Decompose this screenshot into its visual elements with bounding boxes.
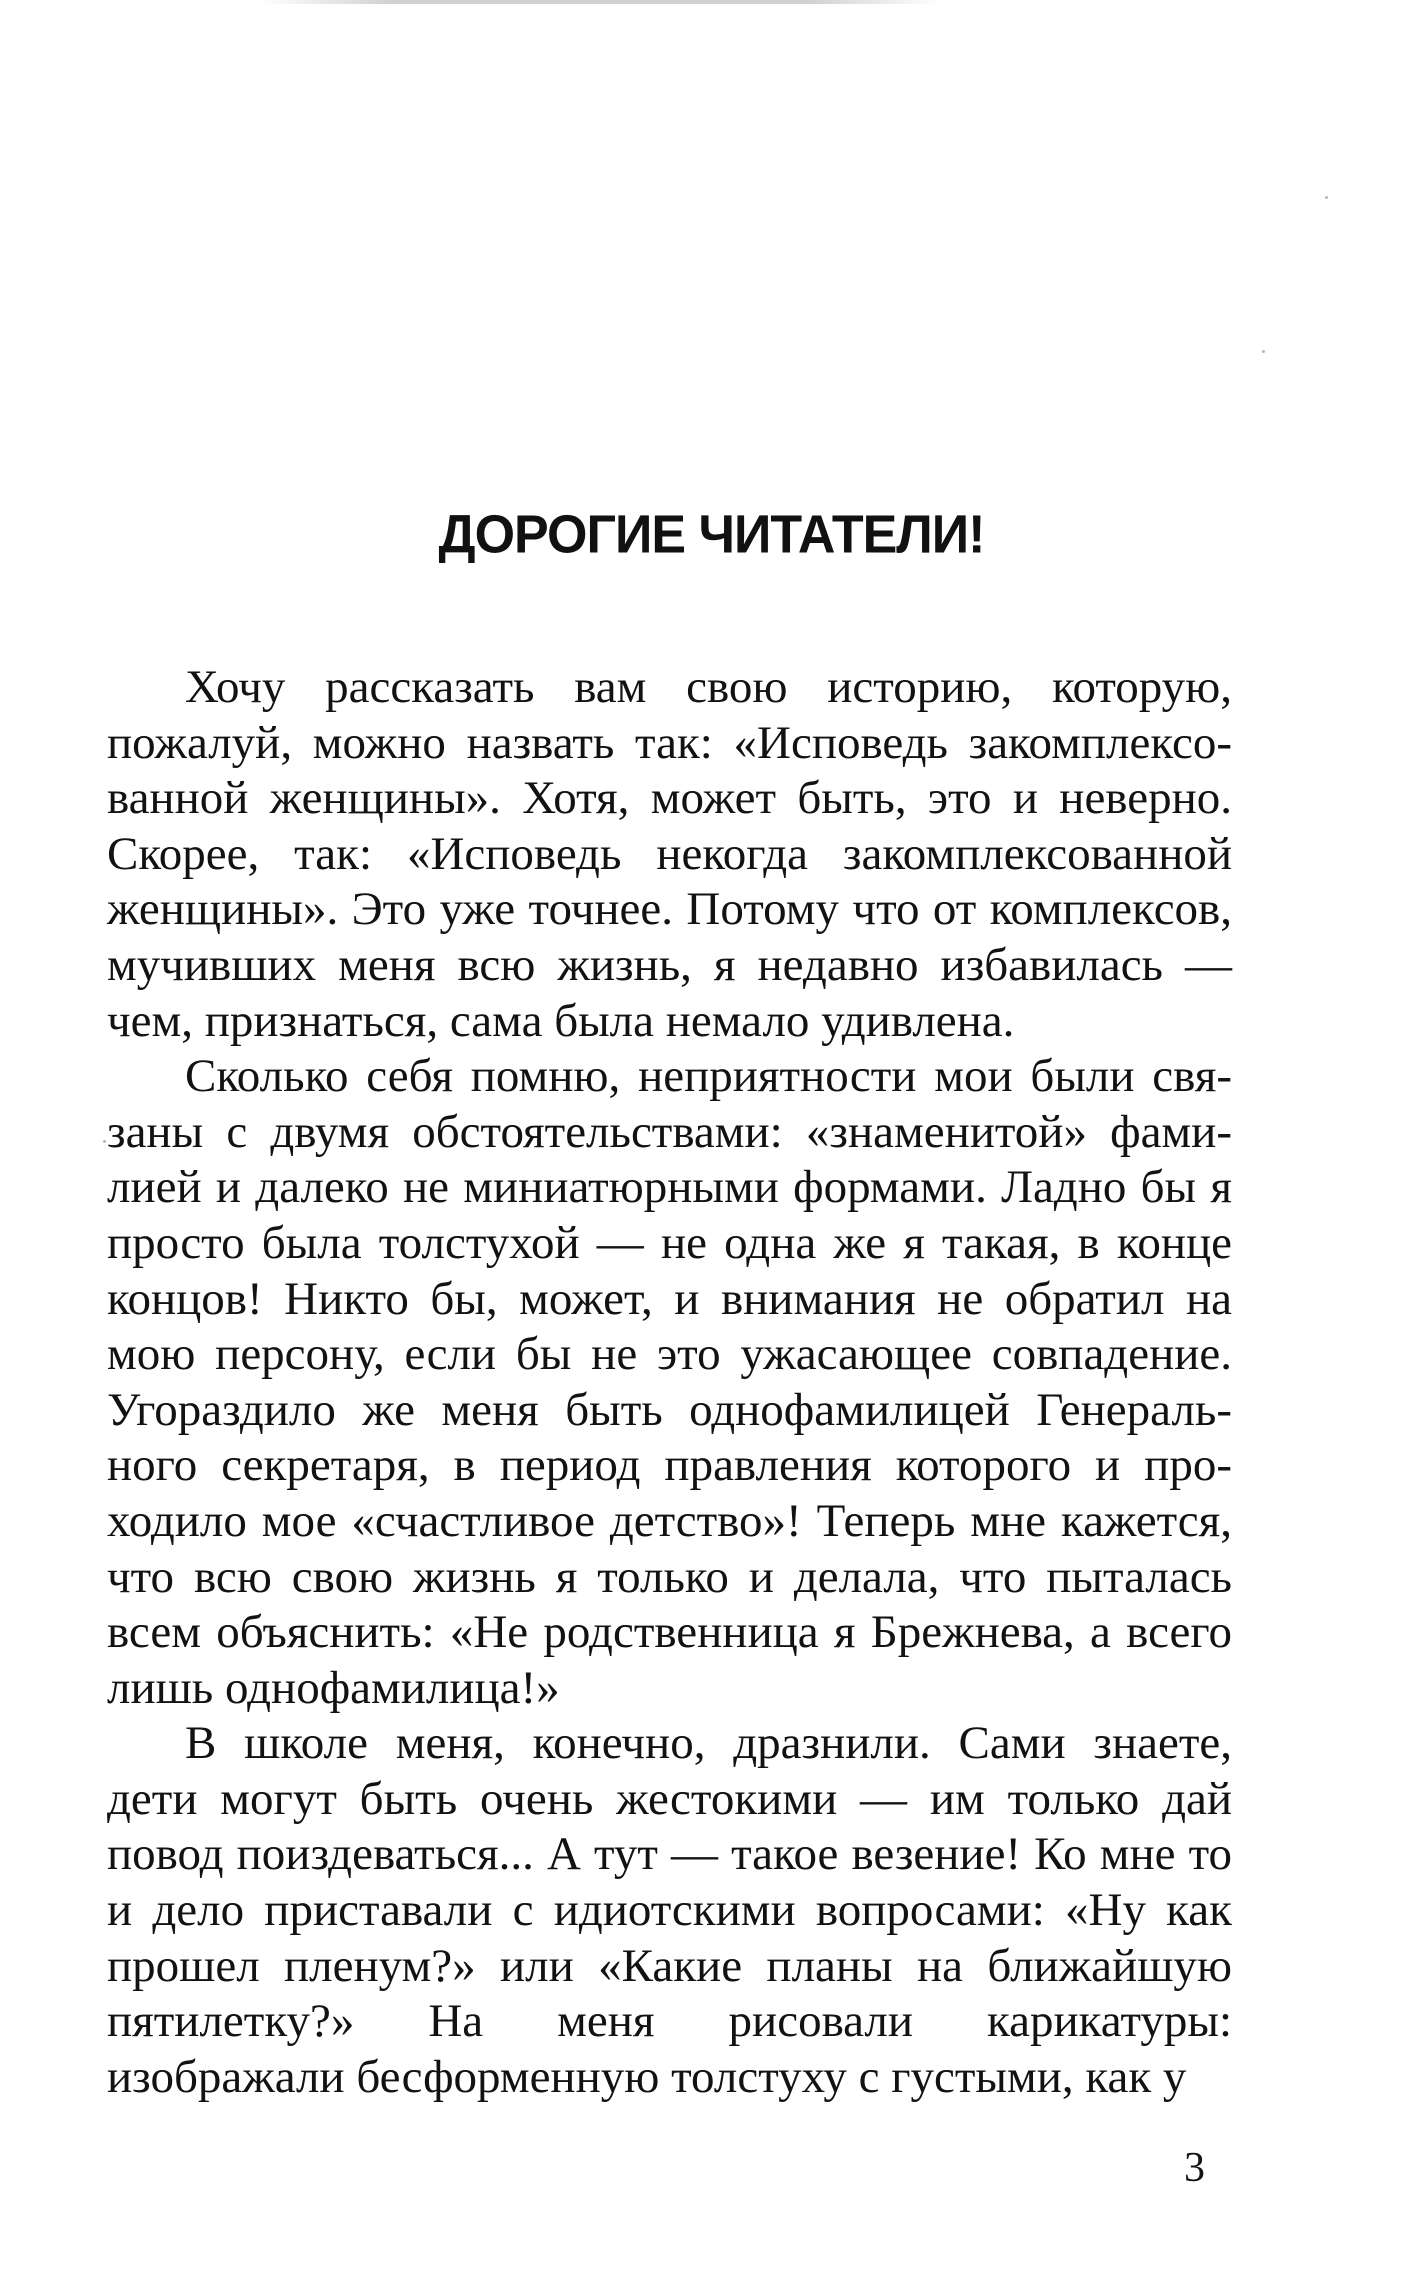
paragraph-2: Сколько себя помню, неприятности мои были связаны с двумя обстоятельствами: «знаменитой» фамилией и далеко не миниатюрными формами. Ладно бы я просто была толстухой — не одна же я такая, в конце концов! Никто бы, может, и внимания не обратил на мою персону, если бы не это ужасающее совпадение. Угораздило же меня быть однофамилицей Генерального секретаря, в период правления которого и проходило мое «счастливое детство»! Теперь мне кажется, что всю свою жизнь я только и делала, что пыталась всем объяснить: «Не родственница я Брежнева, а всего лишь однофамилица!»	[107, 1050, 1232, 1714]
body-text	[107, 660, 1232, 2105]
chapter-title: ДОРОГИЕ ЧИТАТЕЛИ!	[438, 504, 985, 566]
scan-top-edge	[260, 0, 940, 4]
page-number: 3	[1184, 2145, 1205, 2191]
scan-speck	[103, 1140, 106, 1143]
paragraph-1: Хочу рассказать вам свою историю, которую, пожалуй, можно назвать так: «Исповедь закомплексованной женщины». Хотя, может быть, это и неверно. Скорее, так: «Исповедь некогда закомплексованной женщины». Это уже точнее. Потому что от комплексов, мучивших меня всю жизнь, я недавно избавилась — чем, признаться, сама была немало удивлена.	[107, 661, 1232, 1047]
paragraph-3: В школе меня, конечно, дразнили. Сами знаете, дети могут быть очень жестокими — им только дай повод поиздеваться... А тут — такое везение! Ко мне то и дело приставали с идиотскими вопросами: «Ну как прошел пленум?» или «Какие планы на ближайшую пятилетку?» На меня рисовали карикатуры: изображали бесформенную толстуху с густыми, как у	[107, 1717, 1232, 2103]
scan-speck	[1262, 350, 1265, 353]
scan-speck	[1325, 196, 1328, 199]
